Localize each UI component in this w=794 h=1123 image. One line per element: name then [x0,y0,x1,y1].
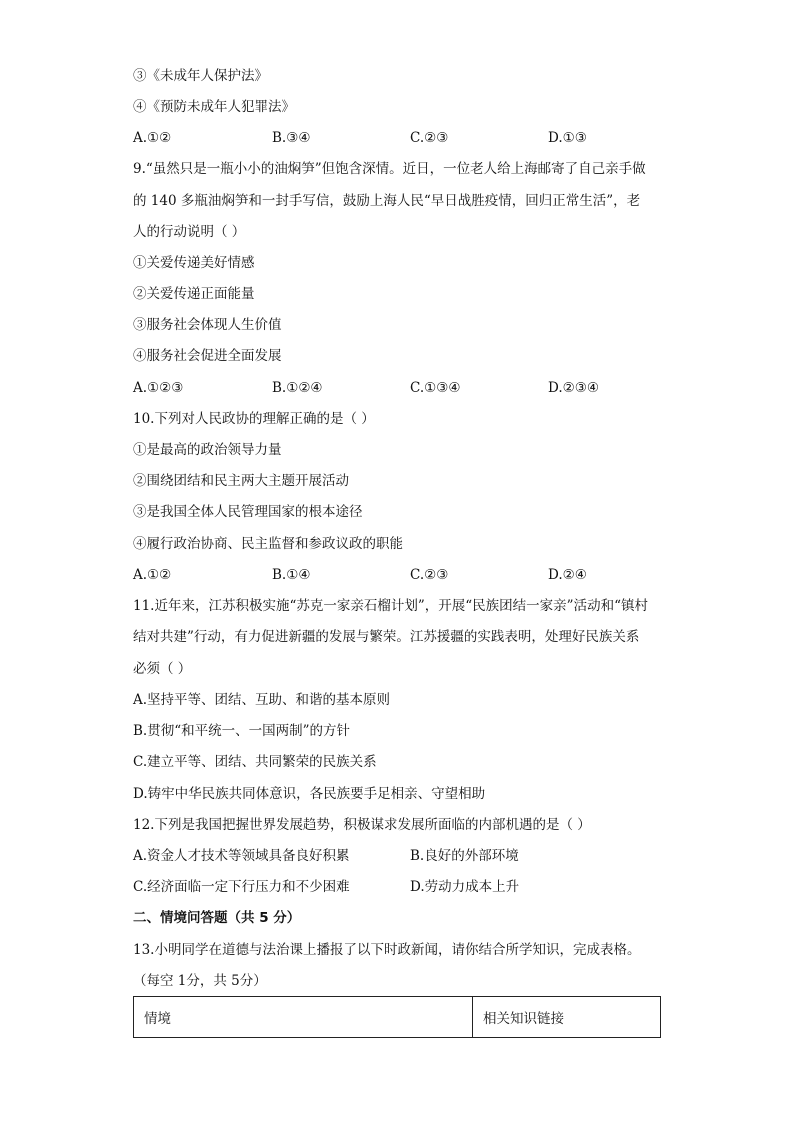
q9-options [133,379,693,397]
q12-options-row-2 [133,878,693,896]
q9-stem-line-2: 的 140 多瓶油焖笋和一封手写信，鼓励上海人民“早日战胜疫情，回归正常生活”，老 [133,193,641,209]
q10-item-2: ②围绕团结和民主两大主题开展活动 [133,473,349,489]
q9-item-3: ③服务社会体现人生价值 [133,317,282,333]
q12-options-row-1 [133,847,693,865]
q12-option-a[interactable]: A.资金人才技术等领域具备良好积累 [133,848,350,864]
q11-stem-line-1: 11.近年来，江苏积极实施“苏克一家亲石榴计划”，开展“民族团结一家亲”活动和“镇村 [133,598,648,614]
q8-item-4: ④《预防未成年人犯罪法》 [133,99,295,115]
q8-options [133,129,693,147]
q10-options [133,566,693,584]
q9-item-1: ①关爱传递美好情感 [133,255,255,271]
table-header-scenario: 情境 [134,997,473,1038]
q11-option-c[interactable]: C.建立平等、团结、共同繁荣的民族关系 [133,754,377,770]
q10-item-3: ③是我国全体人民管理国家的根本途径 [133,504,363,520]
q9-option-b[interactable]: B.①②④ [272,380,323,396]
q13-answer-table [133,996,661,1038]
q11-option-a[interactable]: A.坚持平等、团结、互助、和谐的基本原则 [133,692,391,708]
q8-option-b[interactable]: B.③④ [272,130,311,146]
q9-option-d[interactable]: D.②③④ [548,380,599,396]
q12-option-b[interactable]: B.良好的外部环境 [410,848,519,864]
q12-stem: 12.下列是我国把握世界发展趋势，积极谋求发展所面临的内部机遇的是（ ） [133,817,591,833]
q11-stem-line-3: 必须（ ） [133,661,192,677]
q10-item-4: ④履行政治协商、民主监督和参政议政的职能 [133,536,403,552]
q10-option-a[interactable]: A.①② [133,567,172,583]
q9-stem-line-3: 人的行动说明（ ） [133,224,246,240]
q10-option-b[interactable]: B.①④ [272,567,311,583]
table-header-row [134,997,661,1038]
q9-option-a[interactable]: A.①②③ [133,380,184,396]
q8-option-c[interactable]: C.②③ [410,130,449,146]
q8-option-a[interactable]: A.①② [133,130,172,146]
q13-stem-line-1: 13.小明同学在道德与法治课上播报了以下时政新闻，请你结合所学知识，完成表格。 [133,942,641,958]
q9-item-4: ④服务社会促进全面发展 [133,348,282,364]
q8-item-3: ③《未成年人保护法》 [133,68,268,84]
q9-option-c[interactable]: C.①③④ [410,380,461,396]
q10-stem: 10.下列对人民政协的理解正确的是（ ） [133,411,375,427]
q11-stem-line-2: 结对共建”行动，有力促进新疆的发展与繁荣。江苏援疆的实践表明，处理好民族关系 [133,629,640,645]
q10-item-1: ①是最高的政治领导力量 [133,442,282,458]
q9-item-2: ②关爱传递正面能量 [133,286,255,302]
table-header-knowledge: 相关知识链接 [473,997,661,1038]
section-2-title: 二、情境问答题（共 5 分） [133,910,301,926]
q11-option-b[interactable]: B.贯彻“和平统一、一国两制”的方针 [133,723,351,739]
q8-option-d[interactable]: D.①③ [548,130,587,146]
q10-option-c[interactable]: C.②③ [410,567,449,583]
q12-option-d[interactable]: D.劳动力成本上升 [410,879,520,895]
q9-stem-line-1: 9.“虽然只是一瓶小小的油焖笋”但饱含深情。近日，一位老人给上海邮寄了自己亲手做 [133,161,646,177]
q13-stem-line-2: （每空 1分，共 5分） [133,973,267,989]
q12-option-c[interactable]: C.经济面临一定下行压力和不少困难 [133,879,350,895]
q11-option-d[interactable]: D.铸牢中华民族共同体意识，各民族要手足相亲、守望相助 [133,786,486,802]
q10-option-d[interactable]: D.②④ [548,567,587,583]
